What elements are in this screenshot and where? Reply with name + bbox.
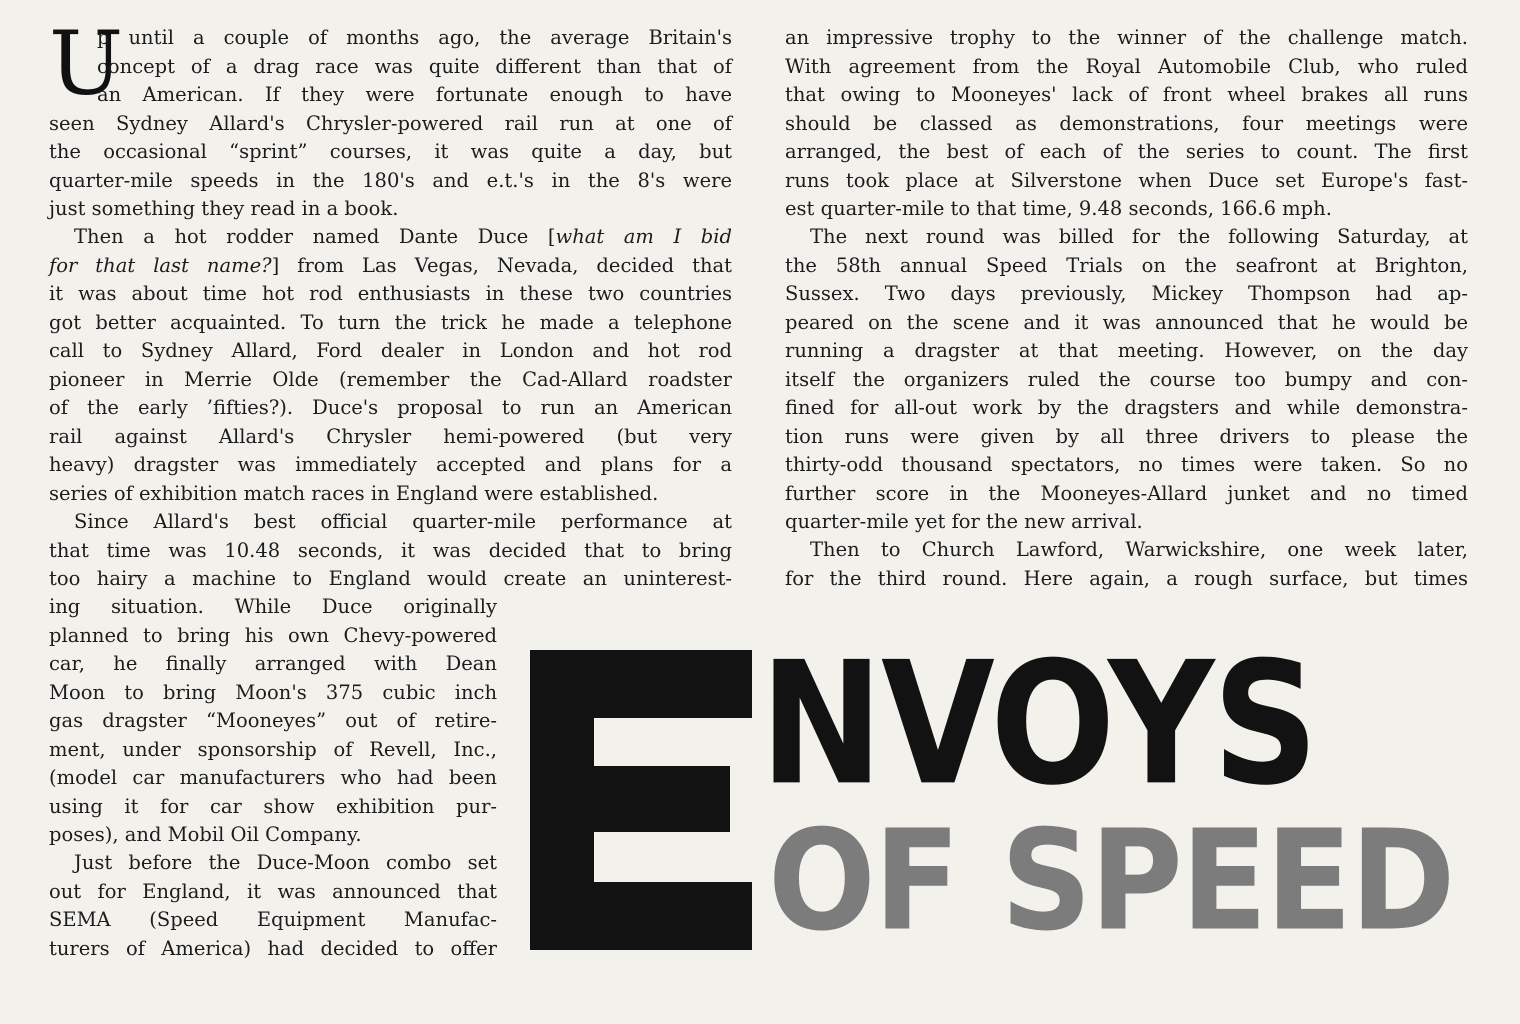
- text-line: car, he finally arranged with Dean: [49, 652, 497, 675]
- text-line: further score in the Mooneyes-Allard junket and no timed: [785, 481, 1468, 505]
- text-line: Moon to bring Moon's 375 cubic inch: [49, 680, 497, 704]
- text-line: that time was 10.48 seconds, it was decided that to bring: [49, 538, 732, 562]
- text-line: that owing to Mooneyes' lack of front wheel brakes all runs: [785, 83, 1468, 106]
- text-run: ] from Las Vegas, Nevada, decided that: [271, 253, 732, 277]
- text-line: quarter-mile yet for the new arrival.: [785, 510, 1143, 533]
- text-line: concept of a drag race was quite different than that of: [97, 54, 732, 78]
- text-line: an American. If they were fortunate enough to have: [97, 83, 732, 106]
- text-line: [49, 252, 732, 281]
- col2-paragraph-1: [785, 24, 1468, 224]
- text-line: series of exhibition match races in England were established.: [49, 481, 659, 505]
- text-line: of the early ’fifties?). Duce's proposal to run an American: [49, 396, 732, 419]
- text-line: Then to Church Lawford, Warwickshire, one week later,: [810, 538, 1468, 561]
- text-line: Sussex. Two days previously, Mickey Thompson had ap-: [785, 282, 1468, 305]
- text-line: ment, under sponsorship of Revell, Inc.,: [49, 737, 497, 761]
- headline-word-envoys: NVOYS: [760, 626, 1317, 824]
- col1-paragraph-1: [49, 12, 732, 224]
- col1-paragraph-2: [49, 223, 732, 508]
- text-line: the occasional “sprint” courses, it was quite a day, but: [49, 140, 732, 163]
- col2-paragraph-3: [785, 536, 1468, 593]
- text-line: for the third round. Here again, a rough surface, but times: [785, 566, 1468, 590]
- text-line: With agreement from the Royal Automobile Club, who ruled: [785, 54, 1468, 78]
- headline-word-of-speed: OF SPEED: [768, 800, 1454, 963]
- text-line: peared on the scene and it was announced that he would be: [785, 310, 1468, 334]
- text-line: fined for all-out work by the dragsters and while demonstra-: [785, 396, 1468, 419]
- col1-paragraph-3: [49, 508, 732, 594]
- text-line: heavy) dragster was immediately accepted and plans for a: [49, 453, 732, 476]
- text-line: SEMA (Speed Equipment Manufac-: [49, 908, 497, 931]
- text-line: tion runs were given by all three drivers to please the: [785, 424, 1468, 448]
- col1-paragraph-3-narrow: [49, 593, 497, 850]
- italic-aside: what am I bid: [555, 225, 732, 248]
- drop-cap: U: [49, 12, 124, 115]
- text-line: the 58th annual Speed Trials on the seafront at Brighton,: [785, 253, 1468, 277]
- text-line: planned to bring his own Chevy-powered: [49, 623, 497, 647]
- headline-initial-e: [530, 650, 752, 950]
- text-line: The next round was billed for the following Saturday, at: [810, 225, 1468, 248]
- text-line: just something they read in a book.: [49, 197, 399, 220]
- text-line: seen Sydney Allard's Chrysler-powered rail run at one of: [49, 111, 732, 135]
- text-line: it was about time hot rod enthusiasts in these two countries: [49, 282, 732, 305]
- col2-paragraph-2: [785, 223, 1468, 537]
- text-line: out for England, it was announced that: [49, 879, 497, 903]
- text-line: thirty-odd thousand spectators, no times were taken. So no: [785, 453, 1468, 476]
- italic-aside: for that last name?: [49, 253, 272, 277]
- text-line: ing situation. While Duce originally: [49, 595, 497, 618]
- text-line: (model car manufacturers who had been: [49, 766, 497, 789]
- headline: [530, 626, 1460, 963]
- text-line: [49, 223, 732, 252]
- text-line: running a dragster at that meeting. However, on the day: [785, 339, 1468, 362]
- text-line: runs took place at Silverstone when Duce set Europe's fast-: [785, 168, 1468, 192]
- text-line: an impressive trophy to the winner of the challenge match.: [785, 26, 1468, 49]
- text-line: poses), and Mobil Oil Company.: [49, 823, 362, 846]
- text-line: pioneer in Merrie Olde (remember the Cad-Allard roadster: [49, 367, 732, 391]
- col1-paragraph-4: [49, 849, 497, 963]
- text-line: gas dragster “Mooneyes” out of retire-: [49, 709, 497, 732]
- text-line: Just before the Duce-Moon combo set: [74, 851, 497, 874]
- text-line: got better acquainted. To turn the trick he made a telephone: [49, 310, 732, 334]
- text-line: Since Allard's best official quarter-mile performance at: [74, 510, 732, 533]
- text-line: est quarter-mile to that time, 9.48 seconds, 166.6 mph.: [785, 197, 1332, 220]
- text-line: using it for car show exhibition pur-: [49, 794, 497, 818]
- text-line: arranged, the best of each of the series to count. The first: [785, 140, 1468, 163]
- text-line: rail against Allard's Chrysler hemi-powered (but very: [49, 424, 732, 448]
- text-line: too hairy a machine to England would create an uninterest-: [49, 567, 732, 590]
- text-line: should be classed as demonstrations, four meetings were: [785, 111, 1468, 135]
- text-line: p until a couple of months ago, the average Britain's: [97, 26, 732, 49]
- text-line: call to Sydney Allard, Ford dealer in London and hot rod: [49, 339, 732, 362]
- text-run: Then a hot rodder named Dante Duce [: [74, 225, 556, 248]
- text-line: itself the organizers ruled the course too bumpy and con-: [785, 367, 1468, 391]
- text-line: turers of America) had decided to offer: [49, 936, 497, 960]
- text-line: quarter-mile speeds in the 180's and e.t.'s in the 8's were: [49, 168, 732, 192]
